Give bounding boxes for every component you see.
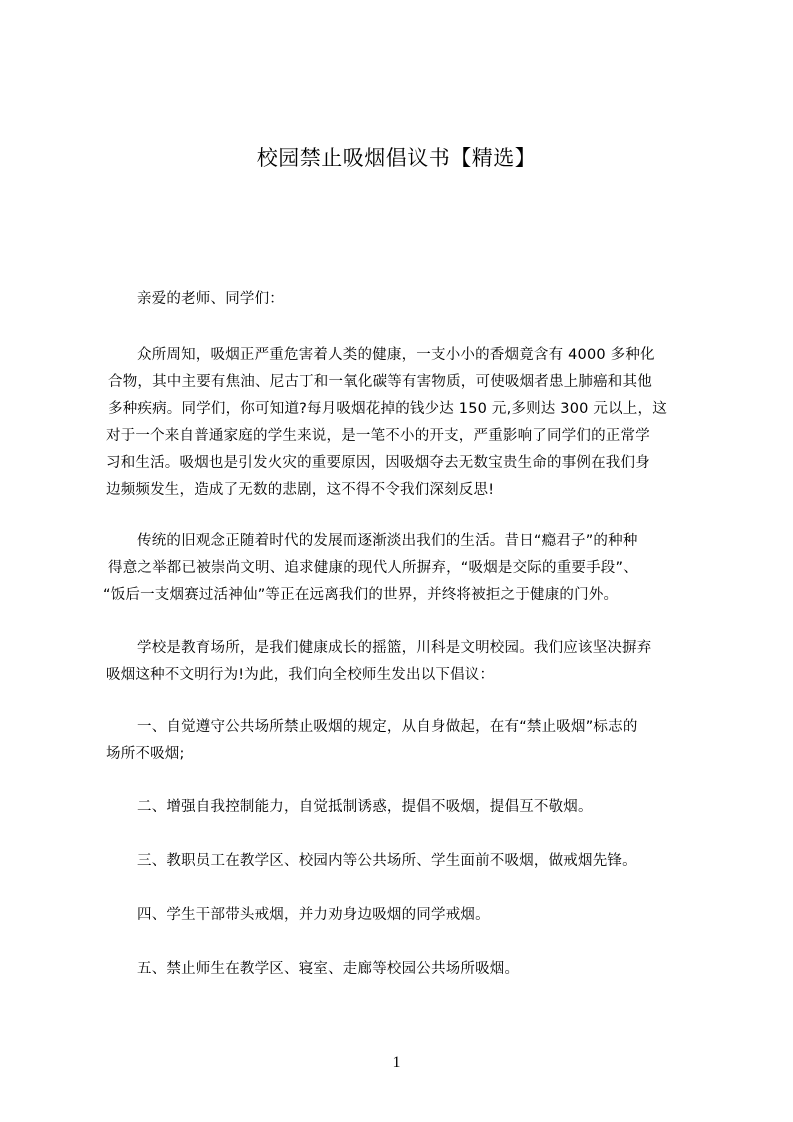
paragraph-2-line: 得意之举都已被崇尚文明、追求健康的现代人所摒弃，“吸烟是交际的重要手段”、	[108, 560, 638, 576]
document-title: 校园禁止吸烟倡议书【精选】	[256, 146, 537, 170]
paragraph-1-line: 众所周知，吸烟正严重危害着人类的健康，一支小小的香烟竟含有 4000 多种化	[137, 347, 655, 363]
proposal-4: 四、学生干部带头戒烟，并力劝身边吸烟的同学戒烟。	[137, 907, 490, 923]
paragraph-1-line: 习和生活。吸烟也是引发火灾的重要原因，因吸烟夺去无数宝贵生命的事例在我们身	[106, 455, 650, 471]
paragraph-1-line: 合物，其中主要有焦油、尼古丁和一氧化碳等有害物质，可使吸烟者患上肺癌和其他	[108, 374, 652, 390]
proposal-2: 二、增强自我控制能力，自觉抵制诱惑，提倡不吸烟，提倡互不敬烟。	[137, 799, 593, 815]
greeting: 亲爱的老师、同学们：	[137, 291, 284, 307]
proposal-1-line: 场所不吸烟;	[106, 746, 185, 762]
page-number: 1	[392, 1054, 401, 1071]
paragraph-2-line: “饭后一支烟赛过活神仙”等正在远离我们的世界，并终将被拒之于健康的门外。	[103, 587, 619, 603]
paragraph-1-line: 边频频发生，造成了无数的悲剧，这不得不令我们深刻反思!	[106, 482, 495, 498]
paragraph-1-line: 对于一个来自普通家庭的学生来说，是一笔不小的开支，严重影响了同学们的正常学	[106, 428, 650, 444]
proposal-5: 五、禁止师生在教学区、寝室、走廊等校园公共场所吸烟。	[137, 961, 520, 977]
paragraph-3-line: 吸烟这种不文明行为!为此，我们向全校师生发出以下倡议：	[106, 667, 495, 683]
paragraph-3-line: 学校是教育场所，是我们健康成长的摇篮，川科是文明校园。我们应该坚决摒弃	[137, 640, 652, 656]
proposal-1-line: 一、自觉遵守公共场所禁止吸烟的规定，从自身做起，在有“禁止吸烟”标志的	[137, 719, 638, 735]
proposal-3: 三、教职员工在教学区、校园内等公共场所、学生面前不吸烟，做戒烟先锋。	[137, 853, 637, 869]
paragraph-1-line: 多种疾病。同学们，你可知道?每月吸烟花掉的钱少达 150 元,多则达 300 元以上，这	[108, 401, 667, 417]
paragraph-2-line: 传统的旧观念正随着时代的发展而逐渐淡出我们的生活。昔日“瘾君子”的种种	[137, 533, 638, 549]
